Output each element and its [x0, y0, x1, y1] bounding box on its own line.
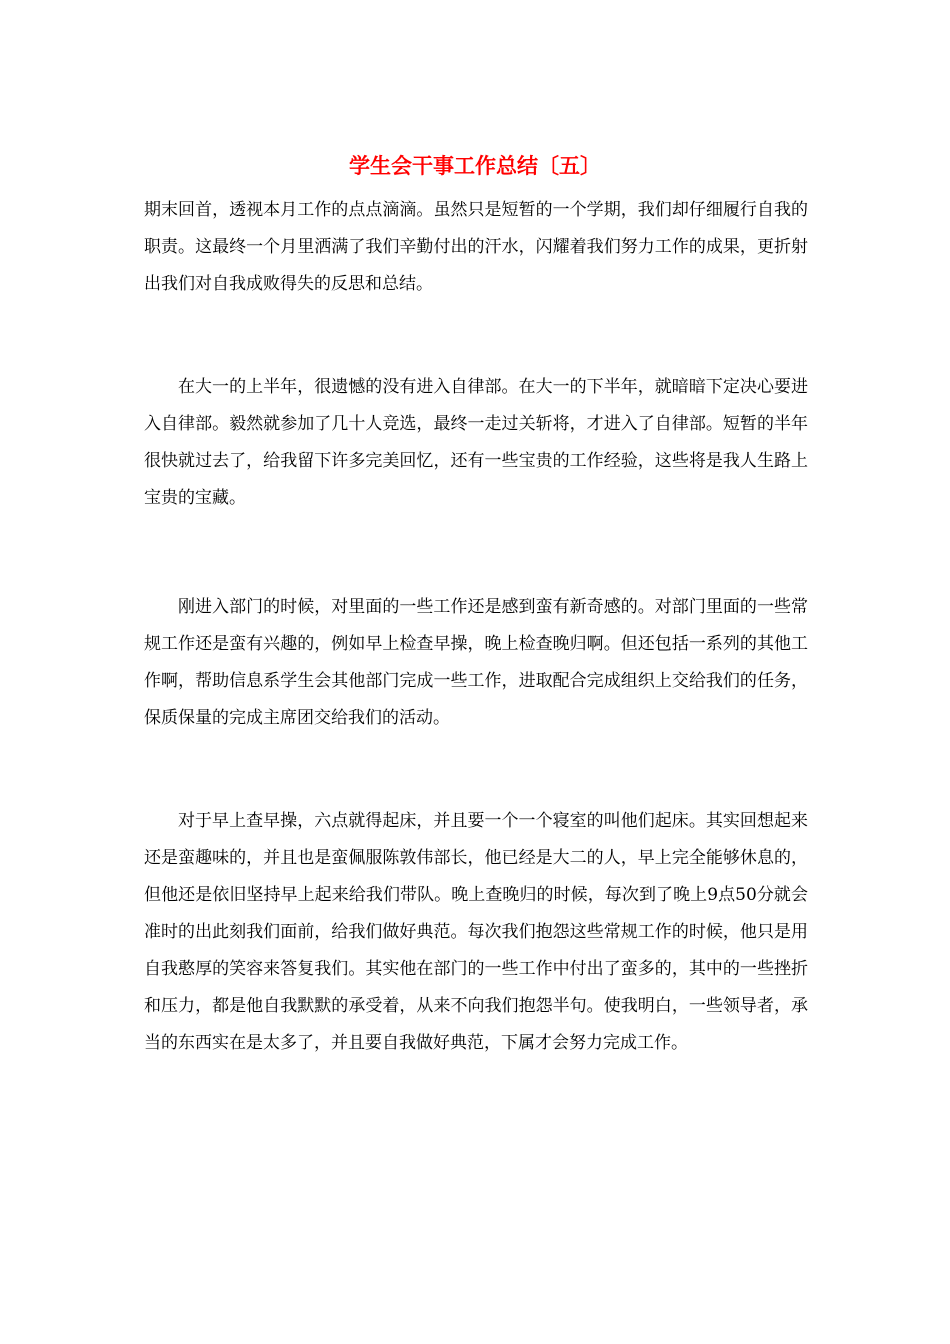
paragraph-3: 刚进入部门的时候，对里面的一些工作还是感到蛮有新奇感的。对部门里面的一些常规工作还是蛮有兴趣的，例如早上检查早操，晚上检查晚归啊。但还包括一系列的其他工作啊，帮助信息系学生会其他部门完成一些工作，进取配合完成组织上交给我们的任务，保质保量的完成主席团交给我们的活动。 — [144, 597, 808, 728]
paragraph-1: 期末回首，透视本月工作的点点滴滴。虽然只是短暂的一个学期，我们却仔细履行自我的职责。这最终一个月里洒满了我们辛勤付出的汗水，闪耀着我们努力工作的成果，更折射出我们对自我成败得失的反思和总结。 — [144, 200, 808, 294]
paragraph-4: 对于早上查早操，六点就得起床，并且要一个一个寝室的叫他们起床。其实回想起来还是蛮趣味的，并且也是蛮佩服陈敦伟部长，他已经是大二的人，早上完全能够休息的，但他还是依旧坚持早上起来给我们带队。晚上查晚归的时候，每次到了晚上9点50分就会准时的出此刻我们面前，给我们做好典范。每次我们抱怨这些常规工作的时候，他只是用自我憨厚的笑容来答复我们。其实他在部门的一些工作中付出了蛮多的，其中的一些挫折和压力，都是他自我默默的承受着，从来不向我们抱怨半句。使我明白，一些领导者，承当的东西实在是太多了，并且要自我做好典范，下属才会努力完成工作。 — [144, 811, 808, 1053]
paragraph-2: 在大一的上半年，很遗憾的没有进入自律部。在大一的下半年，就暗暗下定决心要进入自律部。毅然就参加了几十人竞选，最终一走过关斩将，才进入了自律部。短暂的半年很快就过去了，给我留下许多完美回忆，还有一些宝贵的工作经验，这些将是我人生路上宝贵的宝藏。 — [144, 377, 808, 508]
document-title: 学生会干事工作总结〔五〕 — [349, 153, 601, 178]
